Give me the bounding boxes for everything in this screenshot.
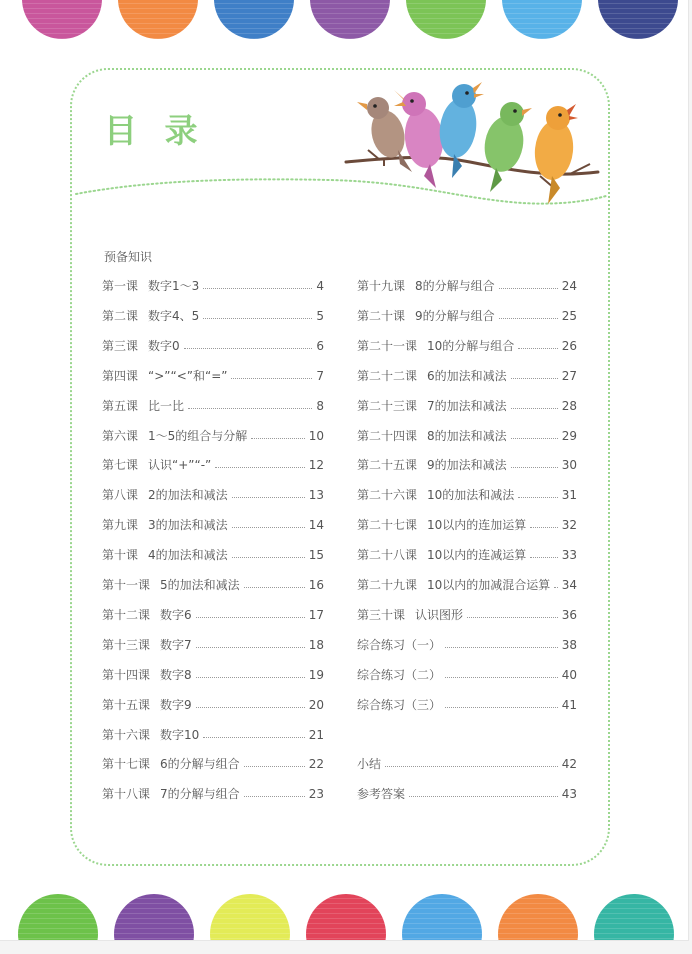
toc-page-number: 33 bbox=[561, 548, 577, 563]
toc-topic: 6的加法和减法 bbox=[427, 368, 507, 383]
toc-topic: 数字0 bbox=[148, 338, 180, 353]
bottom-circle bbox=[594, 894, 674, 940]
dot-leader bbox=[518, 347, 557, 349]
toc-page-number: 24 bbox=[561, 279, 577, 293]
toc-page-number: 38 bbox=[561, 637, 577, 652]
dot-leader bbox=[184, 347, 313, 349]
toc-entry bbox=[102, 547, 324, 563]
toc-lesson-label: 第十三课 bbox=[102, 637, 151, 652]
bottom-decoration bbox=[0, 892, 688, 940]
toc-page-number: 22 bbox=[308, 757, 324, 772]
toc-entry bbox=[102, 786, 324, 802]
top-circle bbox=[406, 0, 486, 39]
dot-leader bbox=[231, 377, 312, 379]
toc-entry bbox=[357, 547, 577, 563]
toc-page-number: 4 bbox=[316, 279, 324, 293]
dot-leader bbox=[244, 795, 305, 797]
toc-entry bbox=[102, 667, 324, 683]
dot-leader bbox=[518, 496, 557, 498]
dot-leader bbox=[511, 407, 558, 409]
toc-topic: 比一比 bbox=[148, 398, 185, 413]
toc-entry bbox=[357, 487, 577, 503]
toc-page-number: 13 bbox=[308, 488, 324, 503]
toc-page-number: 25 bbox=[561, 308, 577, 323]
toc-entry bbox=[357, 368, 577, 384]
toc-entry bbox=[102, 487, 324, 503]
toc-lesson-label: 第二十二课 bbox=[357, 368, 418, 383]
dot-leader bbox=[511, 466, 558, 468]
toc-topic: 10的分解与组合 bbox=[427, 338, 515, 353]
toc-entry bbox=[102, 457, 324, 473]
dot-leader bbox=[203, 317, 312, 319]
toc-entry bbox=[102, 278, 324, 294]
toc-topic: 10以内的连加运算 bbox=[427, 518, 527, 533]
toc-lesson-label: 第八课 bbox=[102, 488, 139, 503]
toc-page-number: 18 bbox=[308, 637, 324, 652]
toc-topic: 4的加法和减法 bbox=[148, 548, 228, 563]
bottom-circle bbox=[18, 894, 98, 940]
toc-entry bbox=[102, 517, 324, 533]
toc-lesson-label: 参考答案 bbox=[357, 787, 406, 802]
dot-leader bbox=[511, 437, 558, 439]
toc-lesson-label: 第五课 bbox=[102, 398, 139, 413]
toc-topic: 认识图形 bbox=[415, 607, 464, 622]
dot-leader bbox=[232, 556, 305, 558]
toc-page-number: 40 bbox=[561, 667, 577, 682]
toc-page-number: 10 bbox=[308, 428, 324, 443]
toc-page-number: 42 bbox=[561, 757, 577, 772]
toc-page-number: 21 bbox=[308, 727, 324, 742]
toc-page-number: 30 bbox=[561, 458, 577, 473]
toc-lesson-label: 第二十六课 bbox=[357, 488, 418, 503]
toc-topic: 3的加法和减法 bbox=[148, 518, 228, 533]
toc-lesson-label: 第九课 bbox=[102, 518, 139, 533]
toc-lesson-label: 第二十九课 bbox=[357, 578, 418, 592]
top-circle bbox=[118, 0, 198, 39]
toc-topic: 9的分解与组合 bbox=[415, 308, 495, 323]
toc-lesson-label: 第十课 bbox=[102, 548, 139, 563]
section-heading: 预备知识 bbox=[104, 250, 153, 264]
toc-lesson-label: 综合练习（二） bbox=[357, 667, 442, 682]
toc-page-number: 19 bbox=[308, 667, 324, 682]
dot-leader bbox=[499, 317, 558, 319]
toc-entry bbox=[357, 278, 577, 294]
toc-topic: 8的加法和减法 bbox=[427, 428, 507, 443]
toc-topic: 5的加法和减法 bbox=[160, 578, 240, 592]
toc-entry bbox=[357, 697, 577, 713]
toc-lesson-label: 小结 bbox=[357, 757, 382, 772]
toc-page-number: 41 bbox=[561, 697, 577, 712]
toc-entry bbox=[357, 607, 577, 623]
toc-page-number: 12 bbox=[308, 458, 324, 473]
toc-topic: 数字10 bbox=[160, 727, 200, 742]
toc-topic: 数字1～3 bbox=[148, 279, 200, 293]
toc-page-number: 23 bbox=[308, 787, 324, 802]
toc-lesson-label: 第二十三课 bbox=[357, 398, 418, 413]
toc-page-number: 26 bbox=[561, 338, 577, 353]
bird-orange-icon bbox=[532, 104, 578, 204]
toc-lesson-label: 第二十七课 bbox=[357, 518, 418, 533]
toc-page-number: 17 bbox=[308, 607, 324, 622]
toc-entry bbox=[102, 338, 324, 354]
top-circle bbox=[598, 0, 678, 39]
dot-leader bbox=[530, 556, 557, 558]
toc-entry bbox=[357, 398, 577, 414]
top-circle bbox=[214, 0, 294, 39]
toc-lesson-label: 第二十八课 bbox=[357, 548, 418, 563]
dot-leader bbox=[203, 736, 304, 738]
toc-page-number: 8 bbox=[316, 398, 324, 413]
toc-lesson-label: 第二十五课 bbox=[357, 458, 418, 473]
top-circle bbox=[22, 0, 102, 39]
toc-entry bbox=[102, 428, 324, 444]
toc-lesson-label: 第二十课 bbox=[357, 308, 406, 323]
toc-lesson-label: 第一课 bbox=[102, 279, 139, 293]
dot-leader bbox=[445, 676, 558, 678]
dot-leader bbox=[409, 795, 558, 797]
toc-page-number: 28 bbox=[561, 398, 577, 413]
toc-entry bbox=[357, 428, 577, 444]
bottom-circle bbox=[114, 894, 194, 940]
toc-topic: 数字7 bbox=[160, 637, 192, 652]
dot-leader bbox=[499, 287, 558, 289]
toc-page-number: 20 bbox=[308, 697, 324, 712]
toc-topic: 2的加法和减法 bbox=[148, 488, 228, 503]
toc-lesson-label: 第三十课 bbox=[357, 607, 406, 622]
top-circle bbox=[502, 0, 582, 39]
toc-page-number: 31 bbox=[561, 488, 577, 503]
toc-entry bbox=[357, 667, 577, 683]
toc-entry bbox=[357, 637, 577, 653]
toc-page-number: 43 bbox=[561, 787, 577, 802]
toc-topic: 数字8 bbox=[160, 667, 192, 682]
toc-entry bbox=[357, 517, 577, 533]
dot-leader bbox=[232, 526, 305, 528]
dot-leader bbox=[196, 616, 305, 618]
dot-leader bbox=[251, 437, 304, 439]
toc-lesson-label: 第十一课 bbox=[102, 578, 151, 592]
toc-page-number: 6 bbox=[316, 338, 324, 353]
toc-topic: 10以内的连减运算 bbox=[427, 548, 527, 563]
toc-page-number: 5 bbox=[316, 308, 324, 323]
toc-entry bbox=[102, 607, 324, 623]
toc-lesson-label: 第二十四课 bbox=[357, 428, 418, 443]
toc-entry bbox=[102, 398, 324, 414]
toc-topic: “>”“<”和“=” bbox=[148, 368, 228, 383]
toc-lesson-label: 第二课 bbox=[102, 308, 139, 323]
bottom-circle bbox=[402, 894, 482, 940]
toc-page-number: 36 bbox=[561, 607, 577, 622]
toc-lesson-label: 第十五课 bbox=[102, 697, 151, 712]
toc-lesson-label: 第十七课 bbox=[102, 757, 151, 772]
toc-lesson-label: 第七课 bbox=[102, 458, 139, 473]
birds-illustration bbox=[340, 80, 605, 210]
toc-topic: 7的加法和减法 bbox=[427, 398, 507, 413]
toc-topic: 10以内的加减混合运算 bbox=[427, 578, 551, 592]
toc-topic: 9的加法和减法 bbox=[427, 458, 507, 473]
toc-lesson-label: 第十八课 bbox=[102, 787, 151, 802]
toc-lesson-label: 第四课 bbox=[102, 368, 139, 383]
toc-entry bbox=[357, 756, 577, 772]
dot-leader bbox=[244, 586, 305, 588]
dot-leader bbox=[203, 287, 312, 289]
toc-page-number: 16 bbox=[308, 578, 324, 592]
dot-leader bbox=[445, 706, 558, 708]
top-decoration bbox=[0, 0, 688, 60]
toc-page-number: 14 bbox=[308, 518, 324, 533]
toc-entry bbox=[102, 308, 324, 324]
toc-entry bbox=[357, 577, 577, 593]
dot-leader bbox=[530, 526, 557, 528]
toc-entry bbox=[102, 637, 324, 653]
toc-topic: 数字4、5 bbox=[148, 308, 200, 323]
toc-entry bbox=[102, 577, 324, 593]
top-circle bbox=[310, 0, 390, 39]
dot-leader bbox=[467, 616, 558, 618]
dot-leader bbox=[232, 496, 305, 498]
toc-topic: 认识“+”“-” bbox=[148, 458, 212, 473]
toc-lesson-label: 第二十一课 bbox=[357, 338, 418, 353]
page-title: 目 录 bbox=[104, 111, 206, 150]
toc-page-number: 34 bbox=[561, 578, 577, 592]
toc-entry bbox=[102, 697, 324, 713]
toc-entry bbox=[357, 338, 577, 354]
dot-leader bbox=[215, 466, 304, 468]
toc-lesson-label: 综合练习（三） bbox=[357, 697, 442, 712]
toc-topic: 数字9 bbox=[160, 697, 192, 712]
dot-leader bbox=[244, 765, 305, 767]
toc-topic: 数字6 bbox=[160, 607, 192, 622]
bottom-circle bbox=[498, 894, 578, 940]
toc-topic: 8的分解与组合 bbox=[415, 279, 495, 293]
toc-entry bbox=[357, 786, 577, 802]
toc-lesson-label: 综合练习（一） bbox=[357, 637, 442, 652]
dot-leader bbox=[188, 407, 312, 409]
bottom-circle bbox=[210, 894, 290, 940]
toc-page-number: 32 bbox=[561, 518, 577, 533]
toc-page-number: 15 bbox=[308, 548, 324, 563]
toc-entry bbox=[357, 308, 577, 324]
toc-lesson-label: 第十九课 bbox=[357, 279, 406, 293]
dot-leader bbox=[196, 706, 305, 708]
dot-leader bbox=[196, 646, 305, 648]
toc-page-number: 27 bbox=[561, 368, 577, 383]
dot-leader bbox=[445, 646, 558, 648]
toc-entry bbox=[102, 756, 324, 772]
toc-lesson-label: 第三课 bbox=[102, 338, 139, 353]
toc-topic: 1～5的组合与分解 bbox=[148, 428, 248, 443]
toc-page-number: 7 bbox=[316, 368, 324, 383]
toc-page-number: 29 bbox=[561, 428, 577, 443]
dot-leader bbox=[554, 586, 557, 588]
toc-entry bbox=[102, 727, 324, 743]
toc-entry bbox=[102, 368, 324, 384]
toc-entry bbox=[357, 457, 577, 473]
dot-leader bbox=[196, 676, 305, 678]
dot-leader bbox=[511, 377, 558, 379]
toc-lesson-label: 第六课 bbox=[102, 428, 139, 443]
bottom-circle bbox=[306, 894, 386, 940]
toc-lesson-label: 第十四课 bbox=[102, 667, 151, 682]
toc-topic: 7的分解与组合 bbox=[160, 787, 240, 802]
toc-topic: 10的加法和减法 bbox=[427, 488, 515, 503]
dot-leader bbox=[385, 765, 558, 767]
bird-green-icon bbox=[480, 102, 532, 192]
toc-topic: 6的分解与组合 bbox=[160, 757, 240, 772]
toc-lesson-label: 第十二课 bbox=[102, 607, 151, 622]
toc-lesson-label: 第十六课 bbox=[102, 727, 151, 742]
